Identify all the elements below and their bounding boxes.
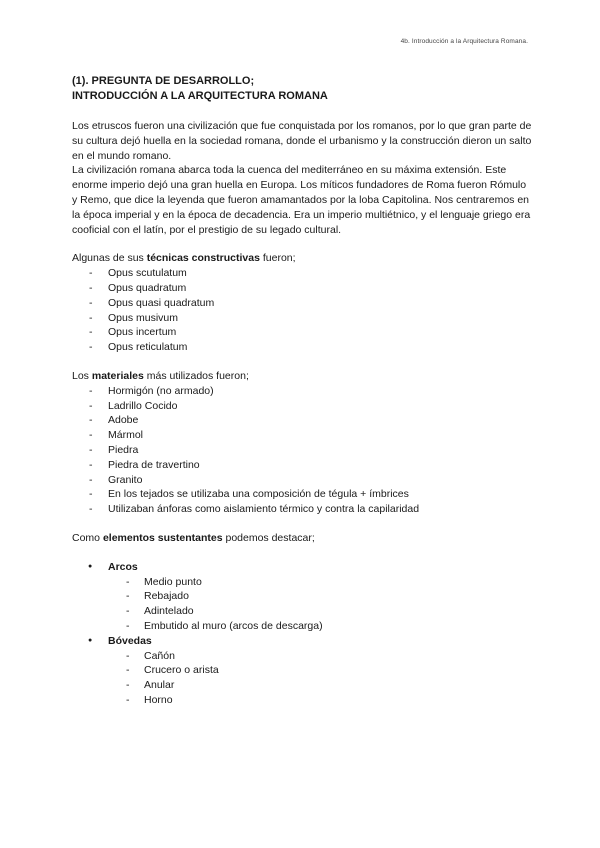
list-item: - Crucero o arista [72,663,532,678]
supports-group-bovedas [72,634,532,708]
supports-intro [72,531,532,546]
techniques-section [72,251,532,355]
supports-section [72,531,532,708]
list-item: - Cañón [72,649,532,664]
title-line-1: (1). PREGUNTA DE DESARROLLO; [72,75,255,87]
group-label: Bóvedas [108,634,152,647]
techniques-intro-before: Algunas de sus [72,252,147,265]
materials-list [72,384,532,517]
list-item: - Piedra [72,443,532,458]
group-label: Arcos [108,560,138,573]
materials-intro-bold: materiales [91,369,144,382]
list-item: - Embutido al muro (arcos de descarga) [72,619,532,634]
intro-paragraph-1: Los etruscos fueron una civilización que fue conquistada por los romanos, por lo que gran parte de su cultura dejó huella en la sociedad romana, donde el urbanismo y la construcción dieron un salto en el mundo romano. [72,120,532,162]
materials-intro-before: Los [72,369,92,382]
materials-intro [72,369,532,384]
techniques-intro-bold: técnicas constructivas [146,252,260,265]
supports-group-arcos [72,560,532,634]
list-item: - Opus musivum [72,311,532,326]
list-item: - En los tejados se utilizaba una composición de tégula + ímbrices [72,487,532,502]
section-title [72,74,532,103]
list-item: - Piedra de travertino [72,458,532,473]
list-item: - Opus quasi quadratum [72,296,532,311]
materials-intro-after: más utilizados fueron; [143,369,249,382]
list-item: - Opus quadratum [72,281,532,296]
list-item: - Mármol [72,428,532,443]
title-line-2: INTRODUCCIÓN A LA ARQUITECTURA ROMANA [72,89,328,102]
arcos-sublist [108,575,532,634]
supports-intro-before: Como [72,531,103,544]
document-body [72,74,532,708]
running-header: 4b. Introducción a la Arquitectura Romana. [400,38,528,45]
intro-paragraph-2: La civilización romana abarca toda la cuenca del mediterráneo en su máxima extensión. Este enorme imperio dejó una gran huella en Europa. Los míticos fundadores de Roma fueron Rómulo y Remo, que dice la leyenda que fueron amamantados por la loba Capitolina. Nos centraremos en la época imperial y en la época de decadencia. Era un imperio multiétnico, y el lenguaje griego era cooficial con el latín, por el prestigio de su legado cultural. [72,164,531,236]
list-item: - Opus scutulatum [72,266,532,281]
list-item: - Opus reticulatum [72,340,532,355]
list-item: - Anular [72,678,532,693]
list-item: - Ladrillo Cocido [72,399,532,414]
materials-section [72,369,532,517]
list-item: - Rebajado [72,589,532,604]
techniques-intro [72,251,532,266]
list-item: - Granito [72,473,532,488]
supports-intro-bold: elementos sustentantes [102,531,223,544]
list-item: - Hormigón (no armado) [72,384,532,399]
bovedas-sublist [108,649,532,708]
list-item: - Adintelado [72,604,532,619]
list-item: - Utilizaban ánforas como aislamiento térmico y contra la capilaridad [72,502,532,517]
list-item: - Medio punto [72,575,532,590]
list-item: - Adobe [72,413,532,428]
supports-intro-after: podemos destacar; [222,531,315,544]
list-item: - Horno [72,693,532,708]
techniques-intro-after: fueron; [259,252,296,265]
techniques-list [72,266,532,355]
supports-list [72,560,532,708]
list-item: - Opus incertum [72,325,532,340]
